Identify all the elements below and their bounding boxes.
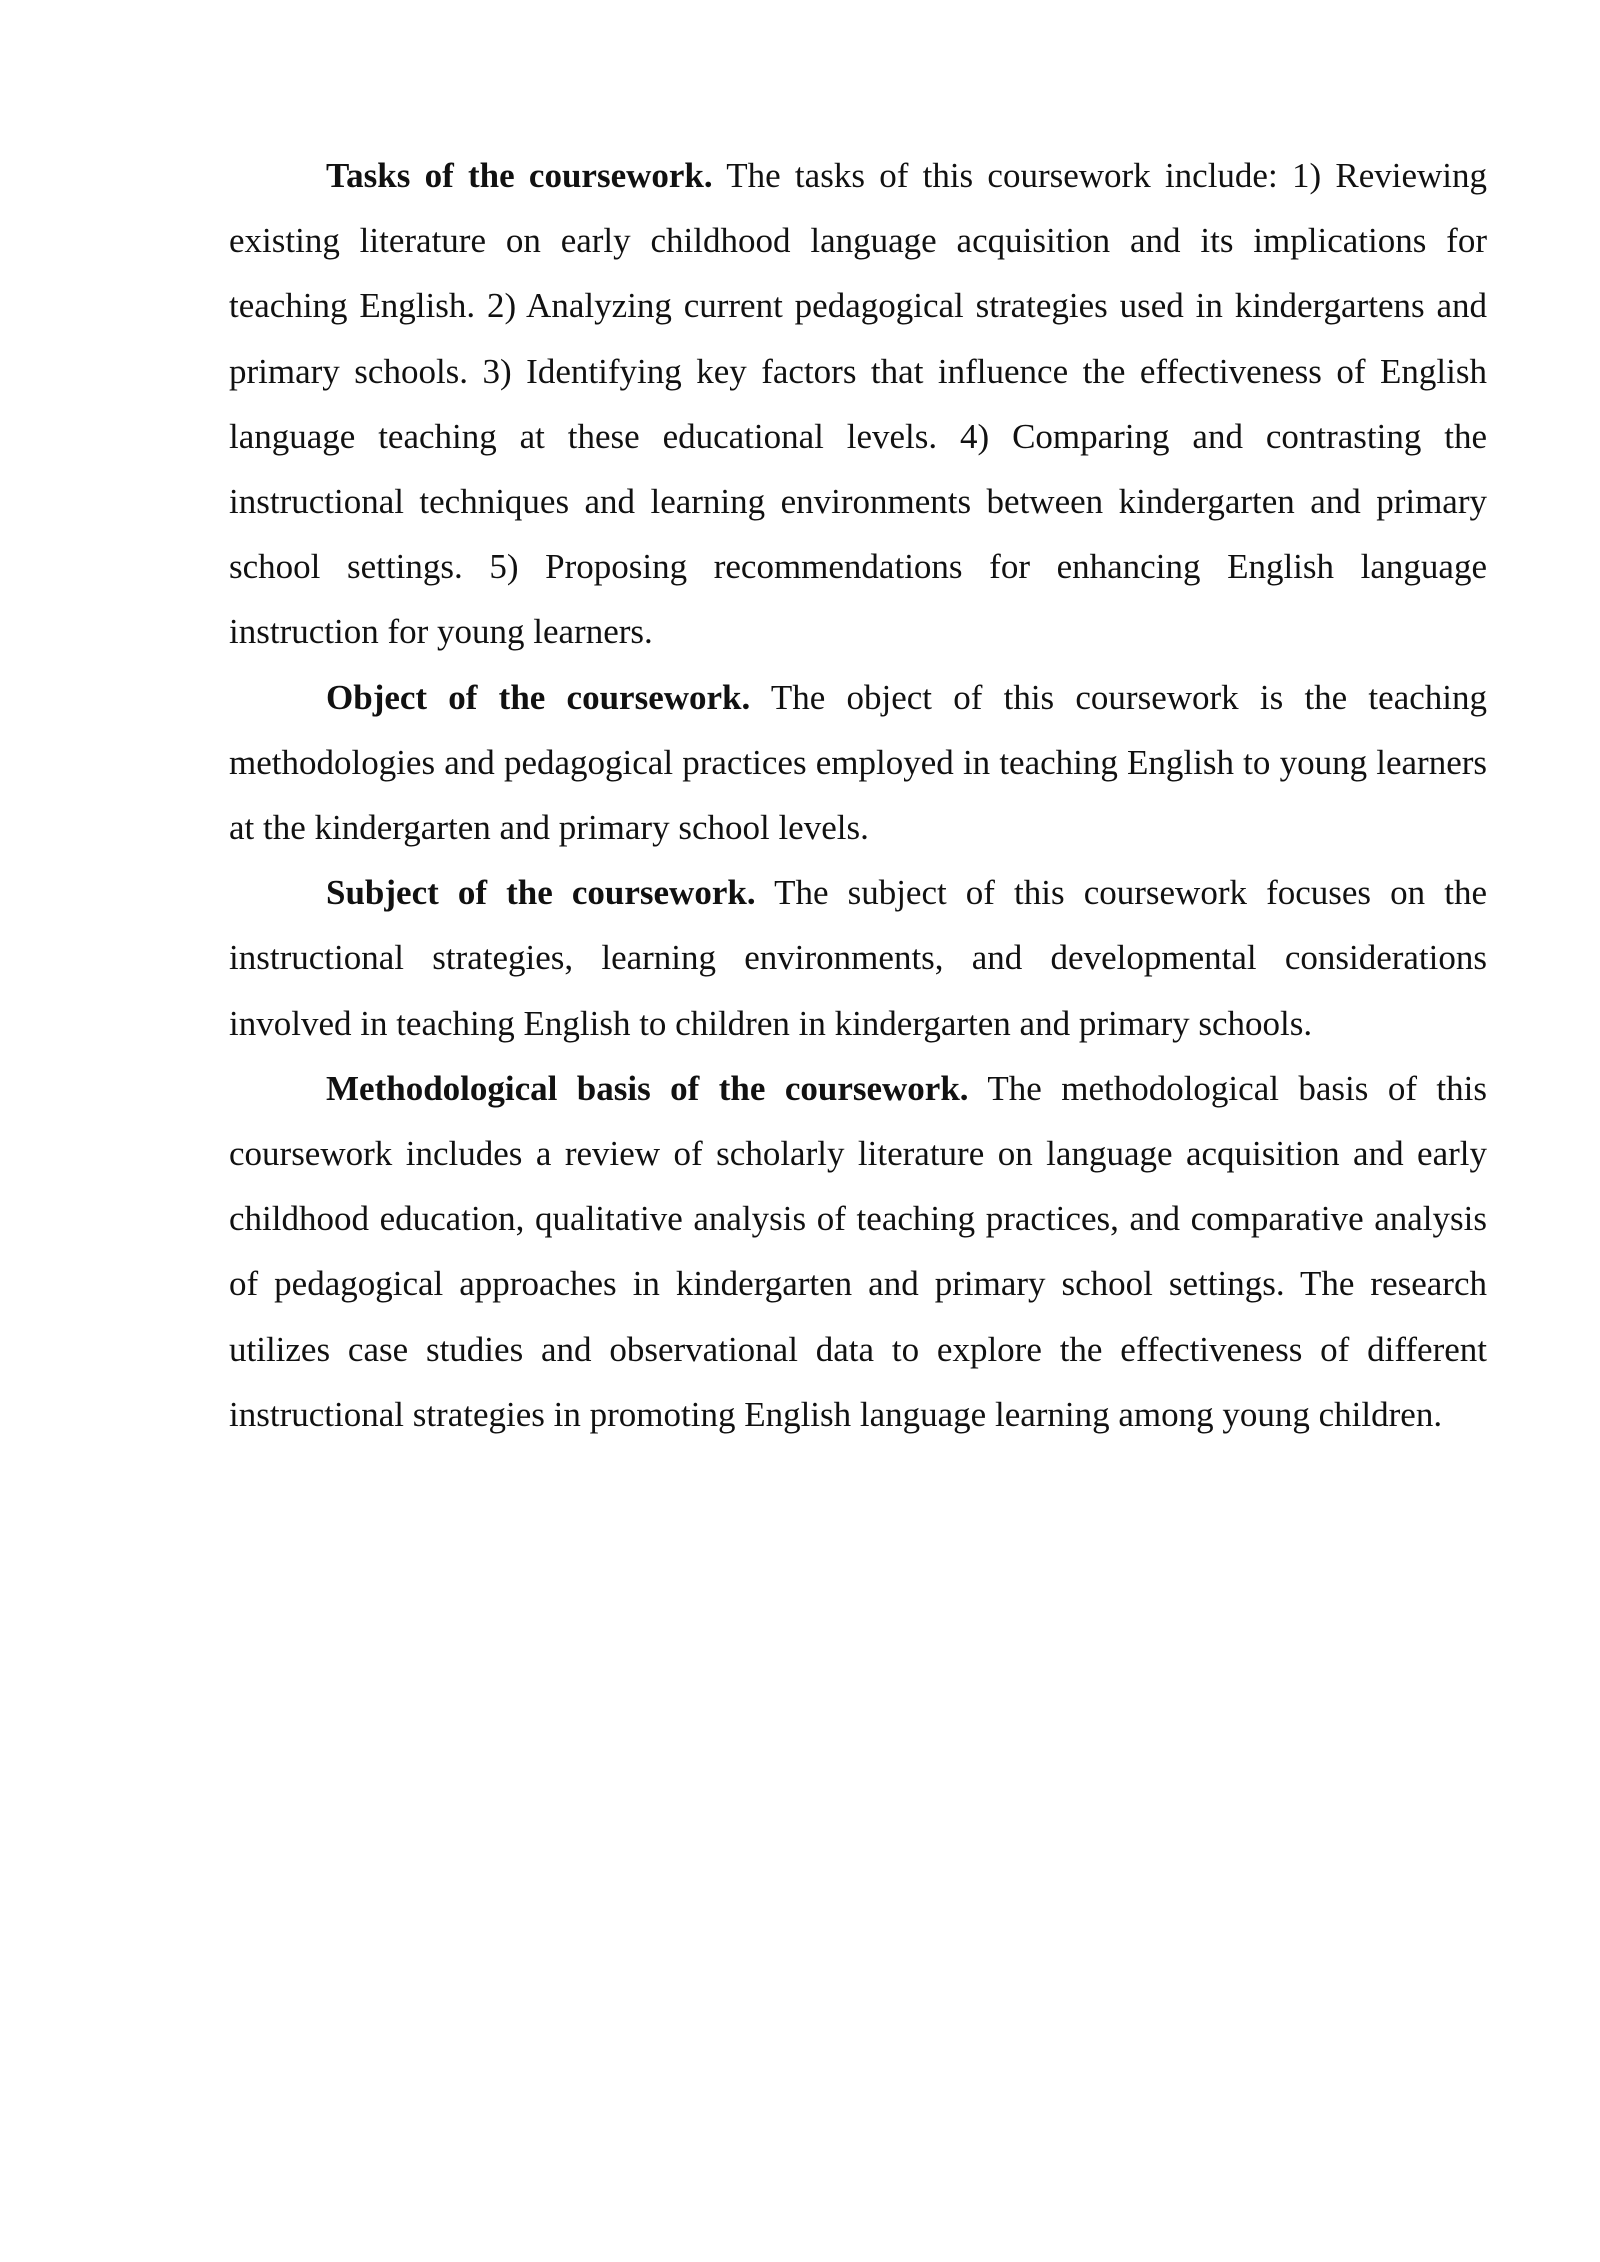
paragraph-text-methodology: The methodological basis of this coursework includes a review of scholarly literature on language acquisition and early childhood education, qualitative analysis of teaching practices, and comparative analysis of pedagogical approaches in kindergarten and primary school settings. The research utilizes case studies and observational data to explore the effectiveness of different instructional strategies in promoting English language learning among young children. bbox=[229, 1068, 1487, 1434]
paragraph-subject bbox=[229, 860, 1487, 1056]
paragraph-object bbox=[229, 665, 1487, 861]
paragraph-tasks bbox=[229, 143, 1487, 665]
document-body bbox=[229, 143, 1487, 1447]
paragraph-methodology bbox=[229, 1056, 1487, 1447]
paragraph-heading-object: Object of the coursework. bbox=[326, 677, 751, 717]
paragraph-heading-subject: Subject of the coursework. bbox=[326, 873, 756, 913]
paragraph-heading-methodology: Methodological basis of the coursework. bbox=[326, 1068, 969, 1108]
paragraph-text-object: The object of this coursework is the teaching methodologies and pedagogical practices employed in teaching English to young learners at the kindergarten and primary school levels. bbox=[229, 677, 1487, 848]
paragraph-text-subject: The subject of this coursework focuses on the instructional strategies, learning environments, and developmental considerations involved in teaching English to children in kindergarten and primary schools. bbox=[229, 873, 1487, 1043]
paragraph-text-tasks: The tasks of this coursework include: 1) Reviewing existing literature on early childhood language acquisition and its implications for teaching English. 2) Analyzing current pedagogical strategies used in kindergartens and primary schools. 3) Identifying key factors that influence the effectiveness of English language teaching at these educational levels. 4) Comparing and contrasting the instructional techniques and learning environments between kindergarten and primary school settings. 5) Proposing recommendations for enhancing English language instruction for young learners. bbox=[229, 156, 1487, 652]
paragraph-heading-tasks: Tasks of the coursework. bbox=[326, 156, 713, 195]
